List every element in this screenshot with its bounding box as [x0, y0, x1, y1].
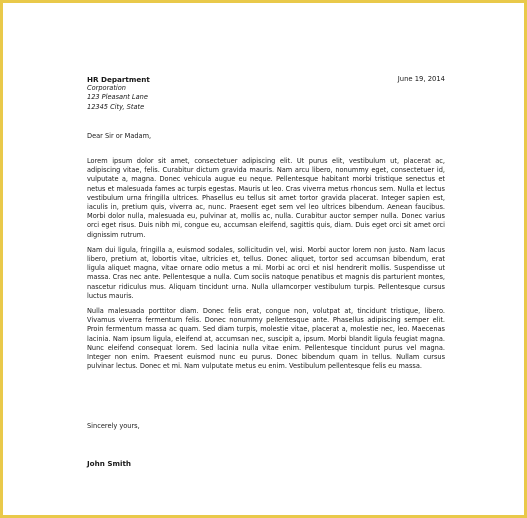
- closing: Sincerely yours,: [87, 422, 140, 430]
- paragraph-2: Nam dui ligula, fringilla a, euismod sodales, sollicitudin vel, wisi. Morbi auctor lorem non justo. Nam lacus libero, pretium at, lobortis vitae, ultricies et, tellus. Donec aliquet, tortor sed accumsan bibendum, erat ligula aliquet magna, vitae ornare odio metus a mi. Morbi ac orci et nisl hendrerit mollis. Suspendisse ut massa. Cras nec ante. Pellentesque a nulla. Cum sociis natoque penatibus et magnis dis parturient montes, nascetur ridiculus mus. Aliquam tincidunt urna. Nulla ullamcorper vestibulum turpis. Pellentesque cursus luctus mauris.: [87, 245, 445, 300]
- letter-body: [87, 157, 445, 377]
- paragraph-1: Lorem ipsum dolor sit amet, consectetuer adipiscing elit. Ut purus elit, vestibulum ut, placerat ac, adipiscing vitae, felis. Curabitur dictum gravida mauris. Nam arcu libero, nonummy eget, consectetuer id, vulputate a, magna. Donec vehicula augue eu neque. Pellentesque habitant morbi tristique senectus et netus et malesuada fames ac turpis egestas. Mauris ut leo. Cras viverra metus rhoncus sem. Nulla et lectus vestibulum urna fringilla ultrices. Phasellus eu tellus sit amet tortor gravida placerat. Integer sapien est, iaculis in, pretium quis, viverra ac, nunc. Praesent eget sem vel leo ultrices bibendum. Aenean faucibus. Morbi dolor nulla, malesuada eu, pulvinar at, mollis ac, nulla. Curabitur auctor semper nulla. Donec varius orci eget risus. Duis nibh mi, congue eu, accumsan eleifend, sagittis quis, diam. Duis eget orci sit amet orci dignissim rutrum.: [87, 157, 445, 239]
- sender-department: HR Department: [87, 75, 150, 84]
- letter-date: June 19, 2014: [397, 75, 445, 83]
- sender-block: [87, 75, 347, 112]
- salutation: Dear Sir or Madam,: [87, 132, 152, 140]
- sender-company: Corporation: [87, 84, 126, 93]
- sender-street: 123 Pleasant Lane: [87, 93, 148, 102]
- sender-city: 12345 City, State: [87, 102, 145, 111]
- paragraph-3: Nulla malesuada porttitor diam. Donec felis erat, congue non, volutpat at, tincidunt tristique, libero. Vivamus viverra fermentum felis. Donec nonummy pellentesque ante. Phasellus adipiscing semper elit. Proin fermentum massa ac quam. Sed diam turpis, molestie vitae, placerat a, molestie nec, leo. Maecenas lacinia. Nam ipsum ligula, eleifend at, accumsan nec, suscipit a, ipsum. Morbi blandit ligula feugiat magna. Nunc eleifend consequat lorem. Sed lacinia nulla vitae enim. Pellentesque tincidunt purus vel magna. Integer non enim. Praesent euismod nunc eu purus. Donec bibendum quam in tellus. Nullam cursus pulvinar lectus. Donec et mi. Nam vulputate metus eu enim. Vestibulum pellentesque felis eu massa.: [87, 307, 445, 371]
- signature-name: John Smith: [87, 459, 132, 468]
